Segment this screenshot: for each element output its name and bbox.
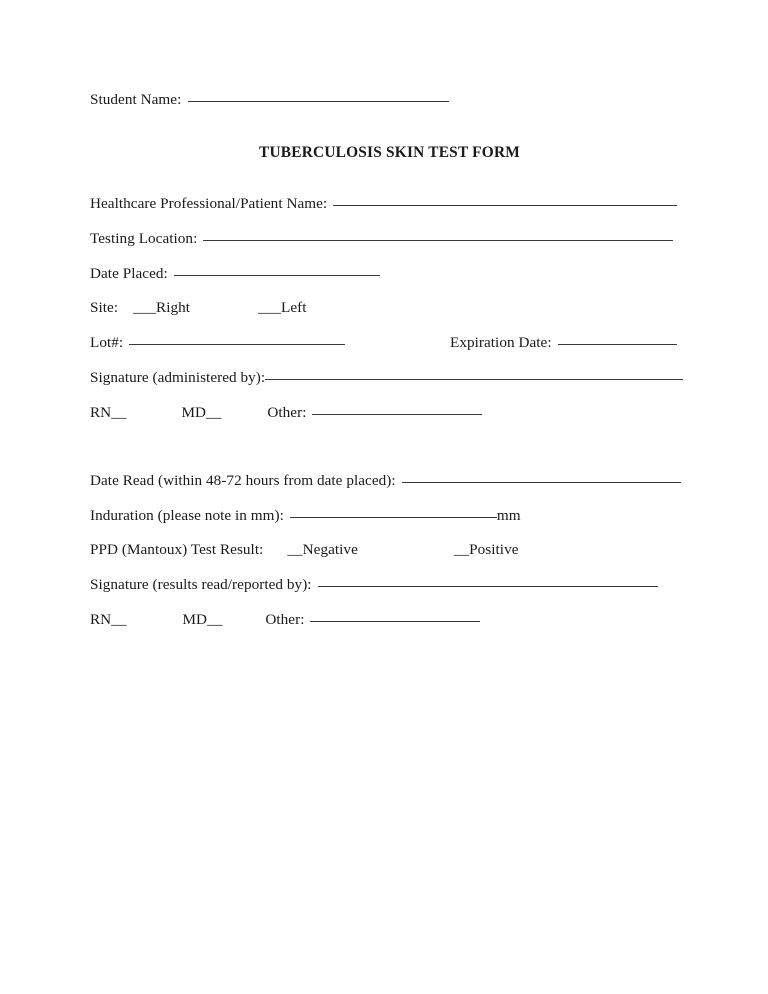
signature-administered-blank[interactable] bbox=[265, 379, 683, 380]
ppd-negative-option[interactable]: __Negative bbox=[287, 541, 358, 558]
induration-row bbox=[90, 508, 521, 523]
student-name-row bbox=[90, 92, 449, 107]
expiration-date-label: Expiration Date: bbox=[450, 334, 552, 351]
signature-results-blank[interactable] bbox=[318, 586, 658, 587]
induration-label: Induration (please note in mm): bbox=[90, 507, 284, 524]
expiration-date-blank[interactable] bbox=[558, 344, 677, 345]
site-row bbox=[90, 300, 307, 315]
date-read-blank[interactable] bbox=[402, 482, 681, 483]
administered-other-label: Other: bbox=[267, 404, 307, 421]
date-placed-blank[interactable] bbox=[174, 275, 380, 276]
results-other-blank[interactable] bbox=[310, 621, 480, 622]
signature-results-row bbox=[90, 577, 658, 592]
page-title: TUBERCULOSIS SKIN TEST FORM bbox=[259, 144, 520, 161]
results-md-option[interactable]: MD__ bbox=[182, 611, 223, 628]
healthcare-professional-row bbox=[90, 196, 677, 211]
ppd-result-row bbox=[90, 542, 519, 557]
induration-blank[interactable] bbox=[290, 517, 497, 518]
results-rn-option[interactable]: RN__ bbox=[90, 611, 127, 628]
student-name-label: Student Name: bbox=[90, 91, 182, 108]
testing-location-blank[interactable] bbox=[203, 240, 673, 241]
administered-other-blank[interactable] bbox=[312, 414, 482, 415]
expiration-date-row bbox=[450, 335, 677, 350]
date-placed-row bbox=[90, 266, 380, 281]
signature-results-label: Signature (results read/reported by): bbox=[90, 576, 312, 593]
signature-administered-row bbox=[90, 370, 683, 385]
administered-credentials-row bbox=[90, 405, 482, 420]
date-placed-label: Date Placed: bbox=[90, 265, 168, 282]
date-read-label: Date Read (within 48-72 hours from date placed): bbox=[90, 472, 396, 489]
date-read-row bbox=[90, 473, 681, 488]
healthcare-professional-blank[interactable] bbox=[333, 205, 677, 206]
healthcare-professional-label: Healthcare Professional/Patient Name: bbox=[90, 195, 328, 212]
ppd-positive-option[interactable]: __Positive bbox=[453, 541, 519, 558]
ppd-result-label: PPD (Mantoux) Test Result: bbox=[90, 541, 264, 558]
student-name-blank[interactable] bbox=[188, 101, 449, 102]
signature-administered-label: Signature (administered by): bbox=[90, 369, 266, 386]
testing-location-row bbox=[90, 231, 673, 246]
lot-number-blank[interactable] bbox=[129, 344, 345, 345]
administered-rn-option[interactable]: RN__ bbox=[90, 404, 127, 421]
testing-location-label: Testing Location: bbox=[90, 230, 198, 247]
site-right-option[interactable]: ___Right bbox=[133, 299, 191, 316]
lot-number-row bbox=[90, 335, 345, 350]
results-other-label: Other: bbox=[265, 611, 305, 628]
site-label: Site: bbox=[90, 299, 119, 316]
site-left-option[interactable]: ___Left bbox=[258, 299, 307, 316]
induration-unit: mm bbox=[496, 507, 521, 524]
lot-number-label: Lot#: bbox=[90, 334, 124, 351]
results-credentials-row bbox=[90, 612, 480, 627]
administered-md-option[interactable]: MD__ bbox=[181, 404, 222, 421]
